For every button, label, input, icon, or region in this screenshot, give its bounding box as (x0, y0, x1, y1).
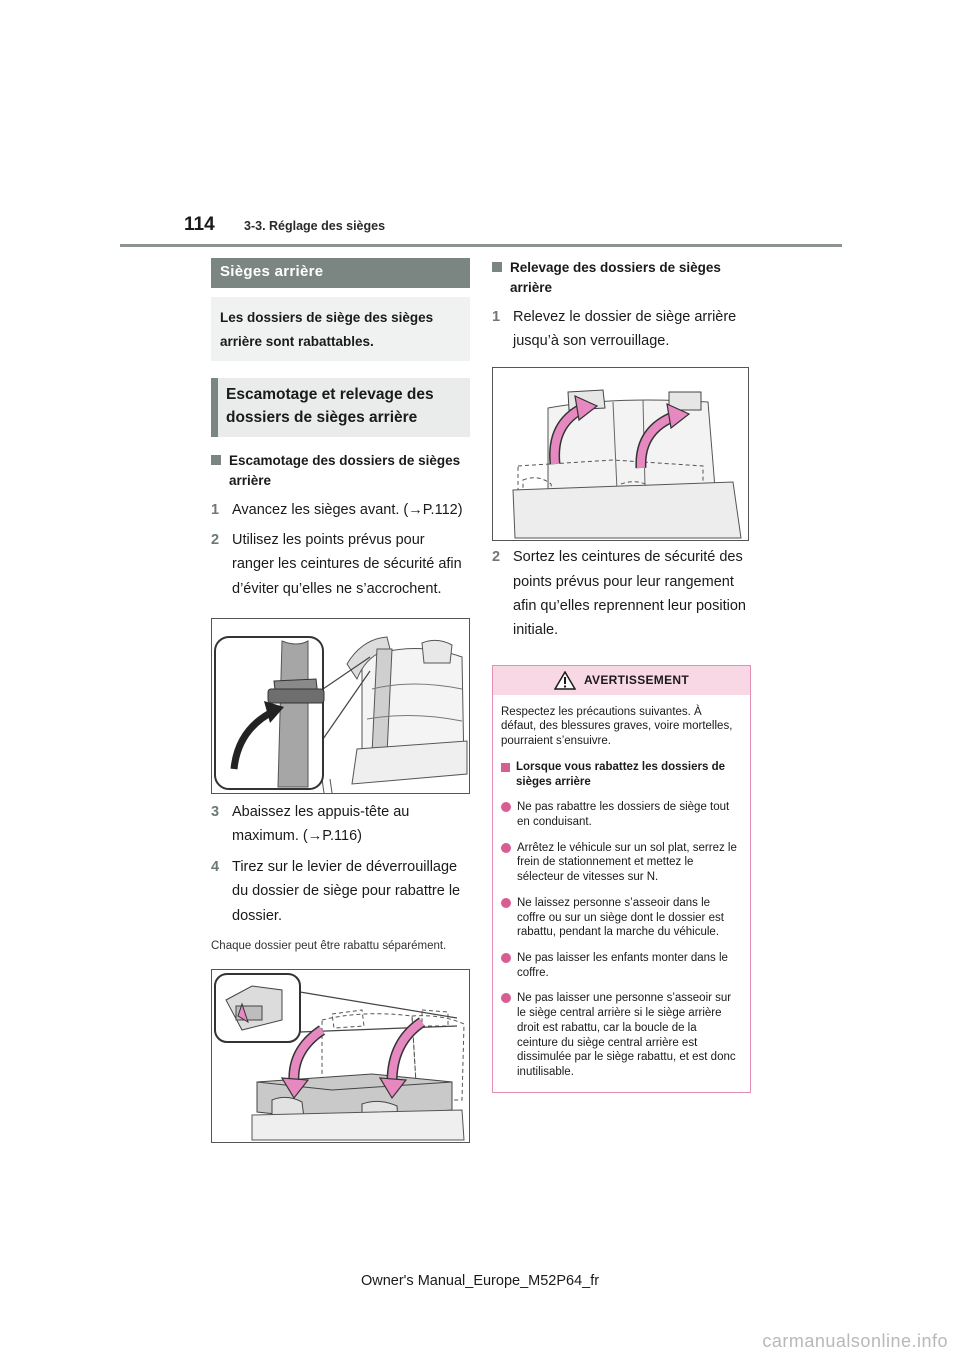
raise-step-2 (492, 545, 751, 642)
bullet-dot-icon (501, 802, 511, 812)
step-text: Sortez les ceintures de sécurité des points prévus pour leur rangement afin qu’elles reprennent leur position initiale. (513, 549, 746, 639)
step-text: Tirez sur le levier de déverrouillage du dossier de siège pour rabattre le dossier. (232, 858, 461, 924)
fold-step-2 (211, 528, 470, 601)
warning-title: AVERTISSEMENT (583, 673, 690, 688)
warning-subheading-text: Lorsque vous rabattez les dossiers de sièges arrière (516, 760, 725, 788)
square-bullet-icon (492, 262, 502, 272)
fold-step-3 (211, 800, 470, 849)
warning-header (493, 666, 750, 695)
warning-bullet (501, 951, 740, 980)
fold-note: Chaque dossier peut être rabattu séparément. (211, 939, 447, 952)
bullet-dot-icon (501, 843, 511, 853)
step-number: 2 (211, 532, 220, 549)
warning-bullet-text: Ne pas laisser les enfants monter dans le coffre. (517, 952, 728, 979)
fold-heading (211, 451, 470, 492)
warning-bullet-text: Arrêtez le véhicule sur un sol plat, serrez le frein de stationnement et mettez le sélecteur de vitesses sur N. (517, 841, 737, 884)
raise-heading-text: Relevage des dossiers de sièges arrière (510, 260, 721, 296)
step-text: Avancez les sièges avant. (→P.112) (232, 501, 463, 518)
fold-step-1 (211, 498, 470, 522)
warning-body (493, 695, 750, 1092)
warning-bullet (501, 991, 740, 1079)
bullet-dot-icon (501, 953, 511, 963)
bullet-dot-icon (501, 898, 511, 908)
page-number: 114 (184, 214, 215, 235)
square-bullet-icon (501, 763, 510, 772)
subsection-title: Escamotage et relevage des dossiers de sièges arrière (211, 378, 470, 437)
seat-raising-drawing (493, 368, 748, 540)
fold-step-4 (211, 855, 470, 928)
watermark: carmanualsonline.info (762, 1331, 948, 1351)
seat-raising-illustration (492, 367, 749, 541)
header-rule (120, 244, 842, 247)
warning-bullet-text: Ne pas rabattre les dossiers de siège tout en conduisant. (517, 801, 730, 828)
raise-step-1 (492, 305, 751, 354)
step-number: 3 (211, 804, 220, 821)
square-bullet-icon (211, 455, 221, 465)
step-number: 2 (492, 549, 501, 566)
seat-folding-illustration (211, 969, 470, 1143)
section-title: Sièges arrière (211, 258, 470, 288)
step-number: 4 (211, 858, 220, 875)
warning-intro: Respectez les précautions suivantes. À défaut, des blessures graves, voire mortelles, pourraient s’ensuivre. (501, 705, 733, 748)
warning-box (492, 665, 751, 1093)
seat-folding-drawing (212, 970, 469, 1142)
right-column (492, 258, 751, 1093)
fold-heading-text: Escamotage des dossiers de sièges arrière (229, 453, 461, 489)
step-text: Relevez le dossier de siège arrière jusqu’à son verrouillage. (513, 308, 737, 349)
warning-triangle-icon (554, 671, 576, 690)
step-text: Utilisez les points prévus pour ranger les ceintures de sécurité afin d’éviter qu’elles ne s’accrochent. (232, 532, 462, 597)
raise-heading (492, 258, 751, 299)
warning-bullet (501, 896, 740, 940)
warning-bullet (501, 841, 740, 885)
step-number: 1 (492, 308, 501, 325)
step-number: 1 (211, 501, 220, 518)
lead-box: Les dossiers de siège des sièges arrière sont rabattables. (211, 297, 470, 361)
left-column (211, 258, 470, 1143)
warning-bullet (501, 800, 740, 829)
footer-manual-id: Owner's Manual_Europe_M52P64_fr (360, 1273, 600, 1289)
step-text: Abaissez les appuis-tête au maximum. (→P.116) (232, 804, 410, 845)
warning-subheading (501, 760, 740, 789)
warning-bullet-text: Ne laissez personne s’asseoir dans le coffre ou sur un siège dont le dossier est rabattu, pendant la marche du véhicule. (517, 896, 724, 939)
seatbelt-holder-illustration (211, 618, 470, 794)
seatbelt-holder-drawing (212, 619, 469, 793)
bullet-dot-icon (501, 993, 511, 1003)
warning-bullet-text: Ne pas laisser une personne s’asseoir sur le siège central arrière si le siège arrière droit est rabattu, car la boucle de la ceinture du siège central arrière est dissimulée par le siège rabattu, et est donc inutilisable. (517, 992, 736, 1079)
section-label: 3-3. Réglage des sièges (244, 219, 386, 233)
